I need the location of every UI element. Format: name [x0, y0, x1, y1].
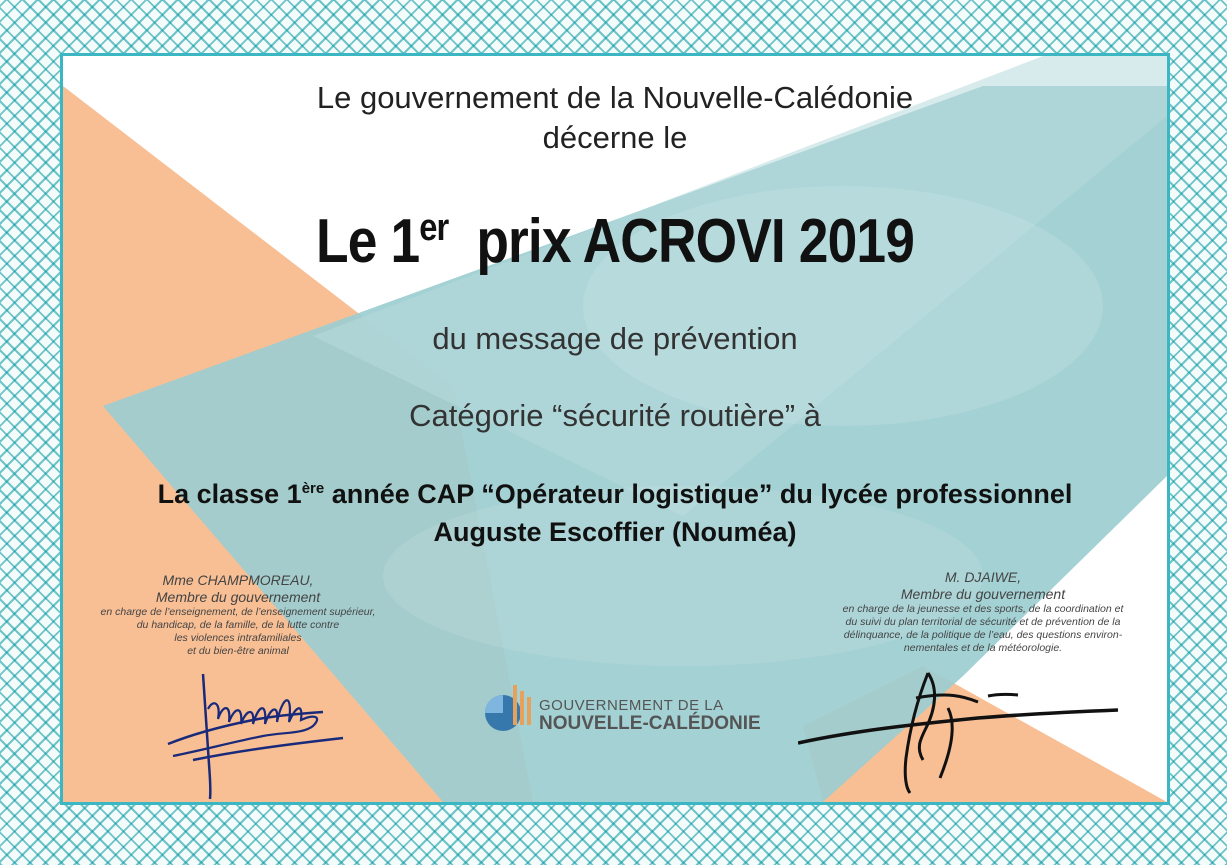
award-title — [140, 206, 1089, 277]
signature-right — [798, 668, 1138, 798]
logo-emblem-column — [520, 691, 524, 725]
signatory-right-detail: nementales et de la météorologie. — [903, 642, 1063, 654]
message-line: du message de prévention — [432, 321, 798, 356]
signatory-left-name: Mme CHAMPMOREAU, — [162, 572, 314, 588]
issuer-line: Le gouvernement de la Nouvelle-Calédonie — [316, 80, 914, 115]
signatory-left-detail: en charge de l’enseignement, de l’enseignement supérieur, — [100, 606, 376, 618]
category-prefix: Catégorie — [409, 398, 553, 433]
logo-emblem-shade — [485, 695, 503, 713]
awards-line: décerne le — [542, 120, 688, 155]
signatory-left-detail: du handicap, de la famille, de la lutte contre — [136, 619, 340, 631]
certificate-frame — [60, 53, 1170, 805]
signatory-right-detail: délinquance, de la politique de l’eau, des questions environ- — [843, 629, 1123, 641]
signatory-left-role: Membre du gouvernement — [155, 589, 321, 605]
recipient-suffix: année CAP “Opérateur logistique” du lycée professionnel — [324, 479, 1073, 509]
signatory-right — [803, 569, 1163, 655]
category-name: “sécurité routière” — [552, 398, 796, 433]
logo-line2: NOUVELLE-CALÉDONIE — [539, 713, 761, 734]
category-line — [63, 398, 1167, 434]
logo-emblem-column — [527, 697, 531, 725]
logo-emblem-column — [513, 685, 517, 725]
signatory-right-detail: du suivi du plan territorial de sécurité et de prévention de la — [845, 616, 1121, 628]
recipient-line-2: Auguste Escoffier (Nouméa) — [433, 517, 797, 547]
signatory-right-role: Membre du gouvernement — [900, 586, 1066, 602]
signatory-left-detail: les violences intrafamiliales — [174, 632, 302, 644]
award-prefix: Le 1 — [315, 207, 420, 276]
category-suffix: à — [795, 398, 821, 433]
signature-left — [163, 664, 363, 802]
signatory-left-detail: et du bien-être animal — [187, 645, 289, 657]
signatory-right-name: M. DJAIWE, — [944, 569, 1022, 585]
logo-line1: GOUVERNEMENT DE LA — [539, 697, 724, 714]
award-suffix: prix ACROVI 2019 — [476, 207, 914, 276]
logo-text — [539, 697, 761, 735]
recipient-prefix: La classe 1 — [157, 479, 302, 509]
signatory-right-detail: en charge de la jeunesse et des sports, de la coordination et — [842, 603, 1124, 615]
recipient-line-1 — [63, 479, 1167, 510]
award-ordinal: er — [419, 207, 449, 249]
recipient-ordinal: ère — [301, 480, 325, 497]
signatory-left — [73, 572, 403, 658]
